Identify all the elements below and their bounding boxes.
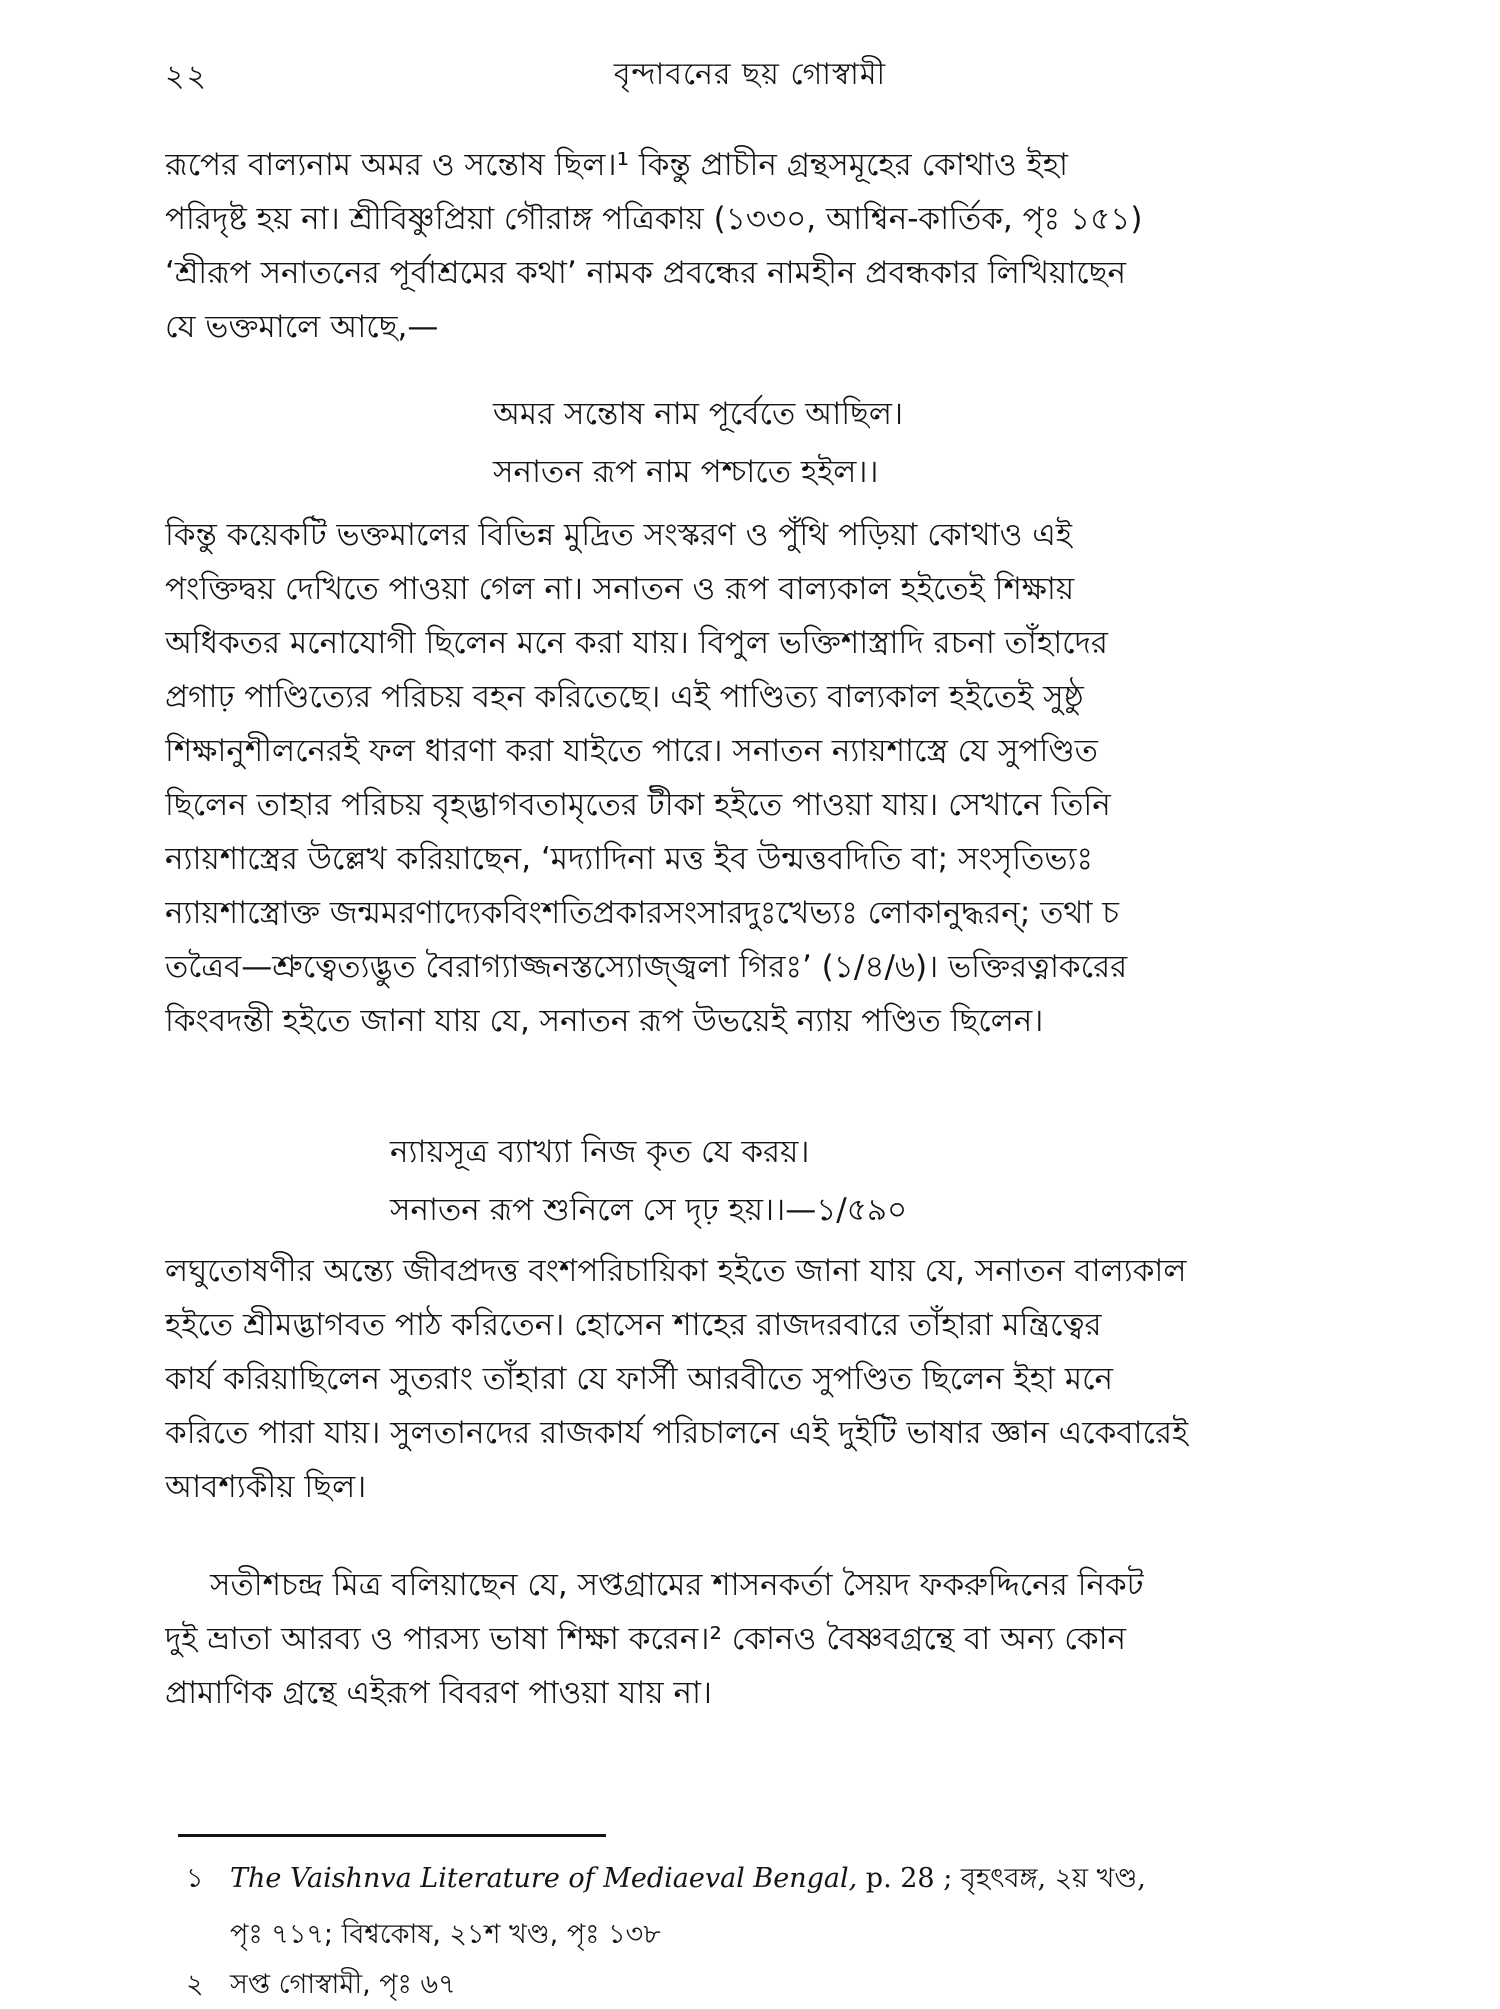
text-line: ছিলেন তাহার পরিচয় বৃহদ্ভাগবতামৃতের টীকা হইতে পাওয়া যায়। সেখানে তিনি bbox=[165, 787, 1111, 823]
verse-2-line-2: সনাতন রূপ শুনিলে সে দৃঢ় হয়।।—১/৫৯০ bbox=[390, 1192, 908, 1228]
footnote-2-mark: ২ bbox=[186, 1969, 204, 2000]
paragraph-1 bbox=[165, 138, 1345, 354]
text-line: রূপের বাল্যনাম অমর ও সন্তোষ ছিল।¹ কিন্তু প্রাচীন গ্রন্থসমূহের কোথাও ইহা bbox=[165, 147, 1068, 183]
footnote-1-line-2: পৃঃ ৭১৭; বিশ্বকোষ, ২১শ খণ্ড, পৃঃ ১৩৮ bbox=[230, 1919, 661, 1950]
text-line: ন্যায়শাস্ত্রের উল্লেখ করিয়াছেন, ‘মদ্যাদিনা মত্ত ইব উন্মত্তবদিতি বা; সংসৃতিভ্যঃ bbox=[165, 841, 1094, 877]
text-line: ন্যায়শাস্ত্রোক্ত জন্মমরণাদ্যেকবিংশতিপ্রকারসংসারদুঃখেভ্যঃ লোকানুদ্ধরন্; তথা চ bbox=[165, 895, 1120, 931]
footnote-1-line-1 bbox=[230, 1858, 1146, 1903]
footnote-rule bbox=[178, 1834, 606, 1837]
paragraph-2 bbox=[165, 508, 1345, 1048]
text-line: দুই ভ্রাতা আরব্য ও পারস্য ভাষা শিক্ষা করেন।² কোনও বৈষ্ণবগ্রন্থে বা অন্য কোন bbox=[165, 1621, 1127, 1657]
footnote-1-book-title: The Vaishnva Literature of Mediaeval Bengal, bbox=[230, 1863, 858, 1894]
text-line: পরিদৃষ্ট হয় না। শ্রীবিষ্ণুপ্রিয়া গৌরাঙ্গ পত্রিকায় (১৩৩০, আশ্বিন-কার্তিক, পৃঃ ১৫১) bbox=[165, 201, 1143, 237]
text-line: প্রামাণিক গ্রন্থে এইরূপ বিবরণ পাওয়া যায় না। bbox=[165, 1675, 713, 1711]
paragraph-4 bbox=[165, 1558, 1345, 1720]
verse-2-line-1: ন্যায়সূত্র ব্যাখ্যা নিজ কৃত যে করয়। bbox=[390, 1134, 810, 1170]
text-line: কিন্তু কয়েকটি ভক্তমালের বিভিন্ন মুদ্রিত সংস্করণ ও পুঁথি পড়িয়া কোথাও এই bbox=[165, 517, 1072, 553]
text-line: পংক্তিদ্বয় দেখিতে পাওয়া গেল না। সনাতন ও রূপ বাল্যকাল হইতেই শিক্ষায় bbox=[165, 571, 1075, 607]
text-line: আবশ্যকীয় ছিল। bbox=[165, 1469, 367, 1505]
running-title: বৃন্দাবনের ছয় গোস্বামী bbox=[613, 57, 887, 92]
text-line: শিক্ষানুশীলনেরই ফল ধারণা করা যাইতে পারে। সনাতন ন্যায়শাস্ত্রে যে সুপণ্ডিত bbox=[165, 733, 1098, 769]
text-line: সতীশচন্দ্র মিত্র বলিয়াছেন যে, সপ্তগ্রামের শাসনকর্তা সৈয়দ ফকরুদ্দিনের নিকট bbox=[210, 1567, 1144, 1603]
text-line: করিতে পারা যায়। সুলতানদের রাজকার্য পরিচালনে এই দুইটি ভাষার জ্ঞান একেবারেই bbox=[165, 1415, 1189, 1451]
verse-1-line-2: সনাতন রূপ নাম পশ্চাতে হইল।। bbox=[493, 454, 879, 490]
verse-1-line-1: অমর সন্তোষ নাম পূর্বেতে আছিল। bbox=[493, 396, 904, 432]
paragraph-3 bbox=[165, 1244, 1345, 1514]
footnote-2-text: সপ্ত গোস্বামী, পৃঃ ৬৭ bbox=[230, 1969, 456, 2000]
page-number: ২২ bbox=[165, 59, 209, 94]
text-line: অধিকতর মনোযোগী ছিলেন মনে করা যায়। বিপুল ভক্তিশাস্ত্রাদি রচনা তাঁহাদের bbox=[165, 625, 1108, 661]
text-line: হইতে শ্রীমদ্ভাগবত পাঠ করিতেন। হোসেন শাহের রাজদরবারে তাঁহারা মন্ত্রিত্বের bbox=[165, 1307, 1102, 1343]
text-line: তত্রৈব—শ্রুত্বেত্যদ্ভুত বৈরাগ্যাজ্জনস্তস্যোজ্জ্বলা গিরঃ’ (১/৪/৬)। ভক্তিরত্নাকরের bbox=[165, 949, 1128, 985]
text-line: কিংবদন্তী হইতে জানা যায় যে, সনাতন রূপ উভয়েই ন্যায় পণ্ডিত ছিলেন। bbox=[165, 1003, 1044, 1039]
text-line: যে ভক্তমালে আছে,— bbox=[165, 309, 439, 345]
text-line: কার্য করিয়াছিলেন সুতরাং তাঁহারা যে ফার্সী আরবীতে সুপণ্ডিত ছিলেন ইহা মনে bbox=[165, 1361, 1114, 1397]
footnote-1-citation: p. 28 ; বৃহৎবঙ্গ, ২য় খণ্ড, bbox=[857, 1863, 1146, 1894]
text-line: লঘুতোষণীর অন্ত্যে জীবপ্রদত্ত বংশপরিচায়িকা হইতে জানা যায় যে, সনাতন বাল্যকাল bbox=[165, 1253, 1187, 1289]
text-line: প্রগাঢ় পাণ্ডিত্যের পরিচয় বহন করিতেছে। এই পাণ্ডিত্য বাল্যকাল হইতেই সুষ্ঠু bbox=[165, 679, 1084, 715]
text-line: ‘শ্রীরূপ সনাতনের পূর্বাশ্রমের কথা’ নামক প্রবন্ধের নামহীন প্রবন্ধকার লিখিয়াছেন bbox=[165, 255, 1127, 291]
footnote-1-mark: ১ bbox=[186, 1863, 204, 1894]
